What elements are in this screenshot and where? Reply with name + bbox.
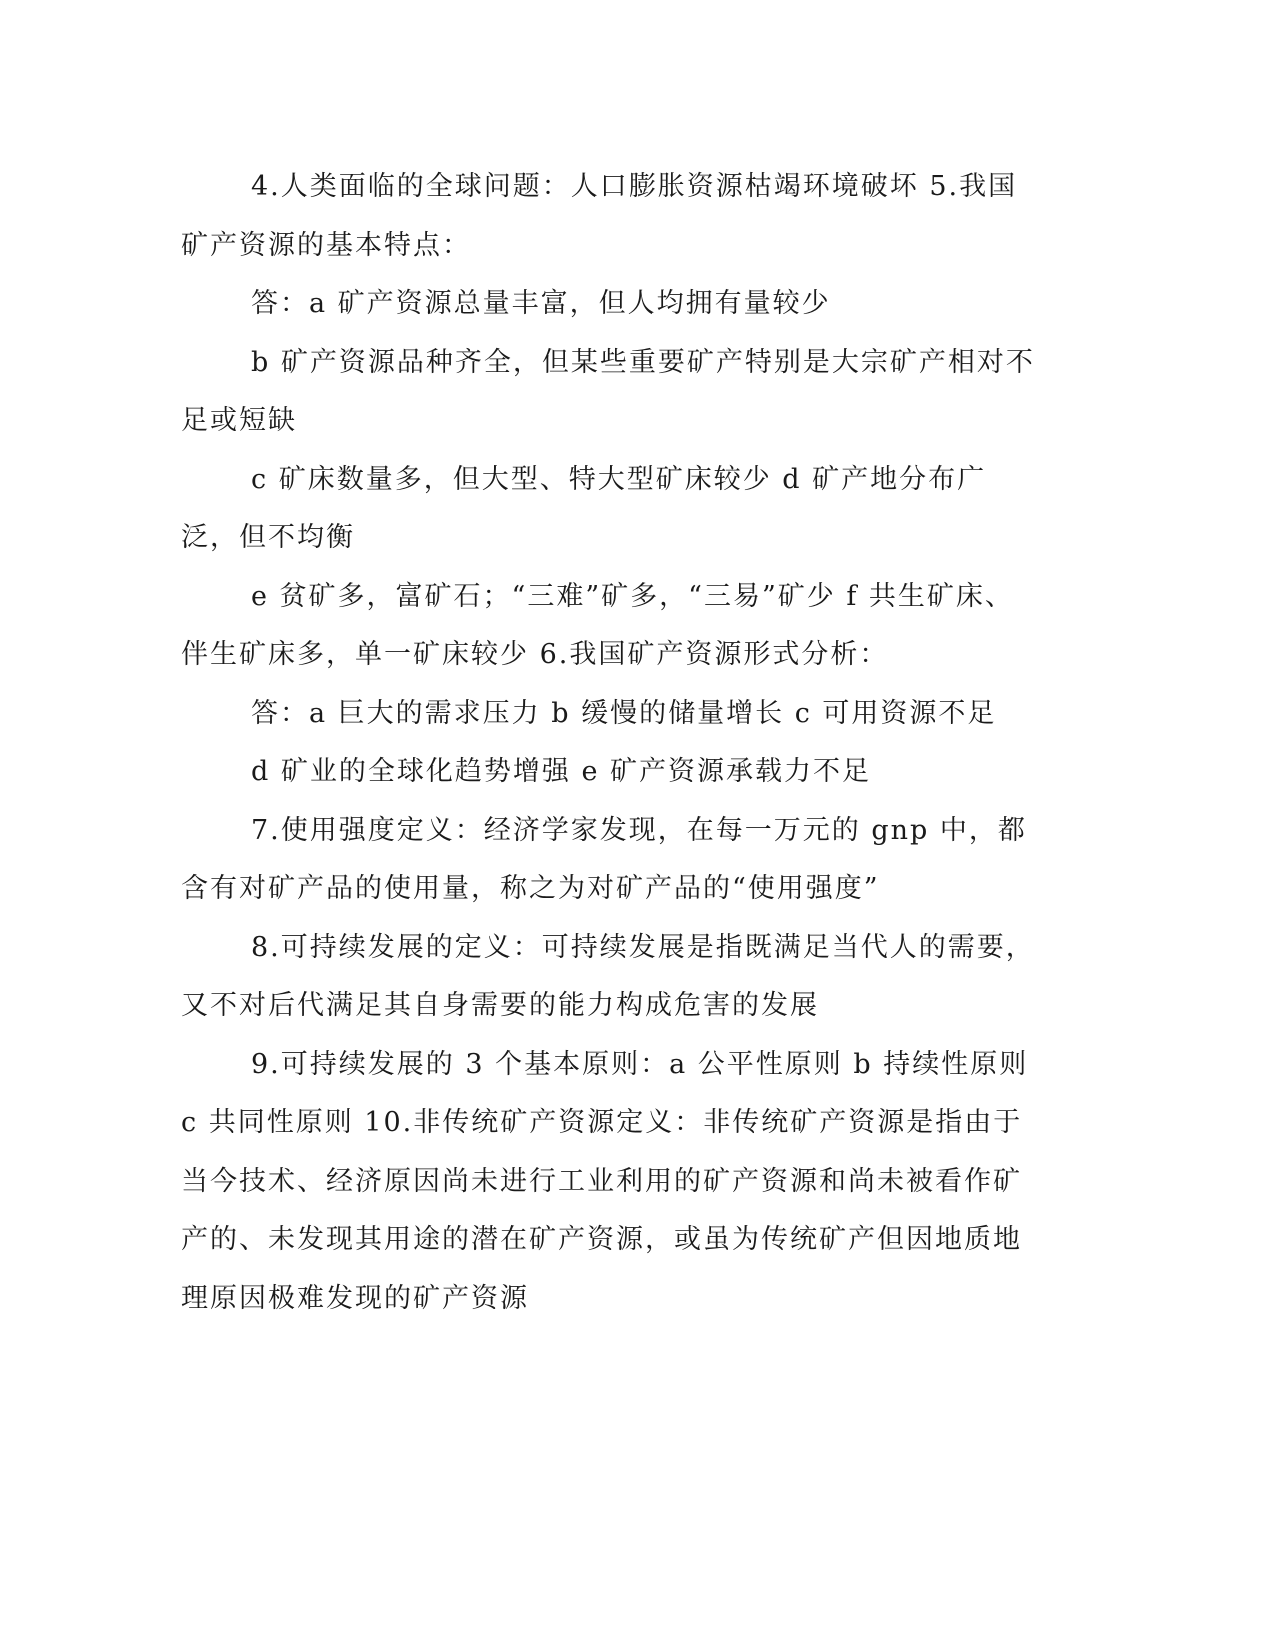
body-text bbox=[181, 158, 1036, 1328]
paragraph-answer-e-f: e 贫矿多，富矿石；“三难”矿多，“三易”矿少 f 共生矿床、伴生矿床多，单一矿床较少 6.我国矿产资源形式分析： bbox=[181, 580, 1014, 670]
paragraph-answer-c-d: c 矿床数量多，但大型、特大型矿床较少 d 矿产地分布广泛，但不均衡 bbox=[181, 463, 987, 553]
paragraph-answer-a: 答：a 矿产资源总量丰富，但人均拥有量较少 bbox=[251, 288, 831, 319]
paragraph-use-intensity: 7.使用强度定义：经济学家发现，在每一万元的 gnp 中，都含有对矿产品的使用量，称之为对矿产品的“使用强度” bbox=[181, 814, 1027, 904]
paragraph-answer-b: b 矿产资源品种齐全，但某些重要矿产特别是大宗矿产相对不足或短缺 bbox=[181, 346, 1035, 436]
paragraph-global-problems: 4.人类面临的全球问题：人口膨胀资源枯竭环境破坏 5.我国矿产资源的基本特点： bbox=[181, 171, 1018, 261]
paragraph-situation-a-b-c: 答：a 巨大的需求压力 b 缓慢的储量增长 c 可用资源不足 bbox=[251, 697, 997, 729]
paragraph-sustainable-definition: 8.可持续发展的定义：可持续发展是指既满足当代人的需要，又不对后代满足其自身需要的能力构成危害的发展 bbox=[181, 931, 1035, 1021]
paragraph-situation-d-e: d 矿业的全球化趋势增强 e 矿产资源承载力不足 bbox=[251, 756, 872, 787]
paragraph-principles-nontraditional: 9.可持续发展的 3 个基本原则：a 公平性原则 b 持续性原则 c 共同性原则 10.非传统矿产资源定义：非传统矿产资源是指由于当今技术、经济原因尚未进行工业利用的矿产资源和尚未被看作矿产的、未发现其用途的潜在矿产资源，或虽为传统矿产但因地质地理原因极难发现的矿产资源 bbox=[181, 1048, 1029, 1314]
